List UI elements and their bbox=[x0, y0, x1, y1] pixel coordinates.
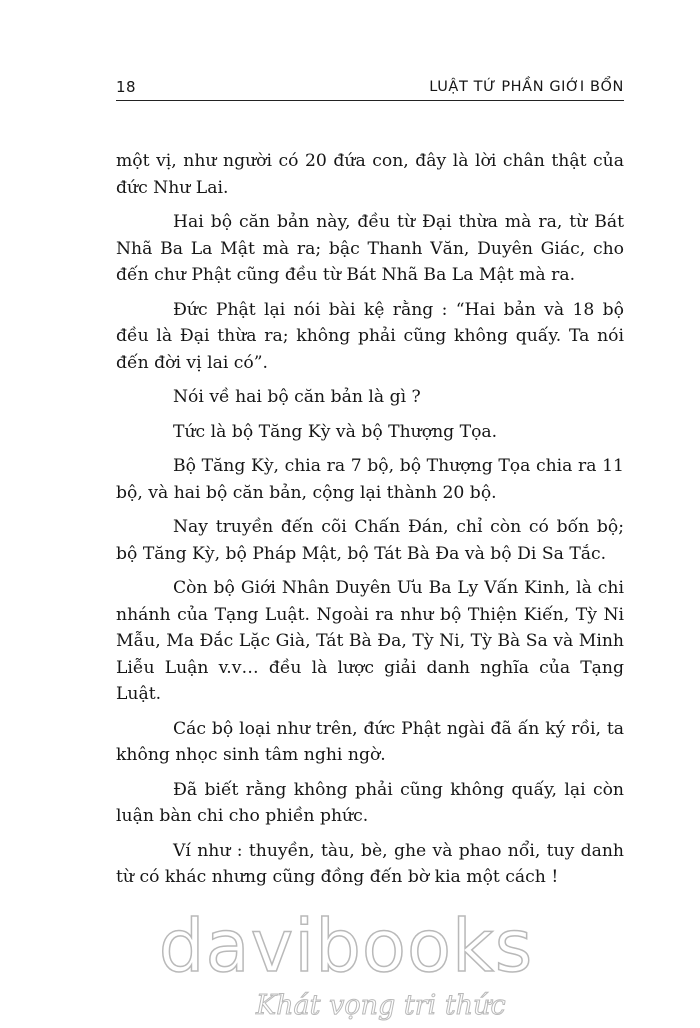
watermark-brand: davibooks bbox=[158, 904, 534, 988]
body-text bbox=[116, 148, 624, 899]
paragraph-3: Đức Phật lại nói bài kệ rằng : “Hai bản và 18 bộ đều là Đại thừa ra; không phải cũng không quấy. Ta nói đến đời vị lai có”. bbox=[116, 299, 624, 373]
paragraph-1: một vị, như người có 20 đứa con, đây là lời chân thật của đức Như Lai. bbox=[116, 151, 624, 198]
paragraph-9: Các bộ loại như trên, đức Phật ngài đã ấn ký rồi, ta không nhọc sinh tâm nghi ngờ. bbox=[116, 718, 624, 765]
paragraph-2: Hai bộ căn bản này, đều từ Đại thừa mà ra, từ Bát Nhã Ba La Mật mà ra; bậc Thanh Văn, Duyên Giác, cho đến chư Phật cũng đều từ Bát Nhã Ba La Mật mà ra. bbox=[116, 212, 624, 285]
paragraph-6: Bộ Tăng Kỳ, chia ra 7 bộ, bộ Thượng Tọa chia ra 11 bộ, và hai bộ căn bản, cộng lại thành 20 bộ. bbox=[116, 456, 624, 503]
running-header bbox=[116, 78, 624, 101]
watermark-slogan: Khát vọng tri thức bbox=[256, 990, 506, 1021]
paragraph-7: Nay truyền đến cõi Chấn Đán, chỉ còn có bốn bộ; bộ Tăng Kỳ, bộ Pháp Mật, bộ Tát Bà Đa và bộ Di Sa Tắc. bbox=[116, 517, 624, 564]
paragraph-10: Đã biết rằng không phải cũng không quấy, lại còn luận bàn chi cho phiền phức. bbox=[116, 779, 624, 826]
running-title: LUẬT TỨ PHẦN GIỚI BỔN bbox=[429, 79, 624, 95]
watermark bbox=[146, 906, 546, 1022]
paragraph-5: Tức là bộ Tăng Kỳ và bộ Thượng Tọa. bbox=[173, 421, 498, 442]
paragraph-11: Ví như : thuyền, tàu, bè, ghe và phao nổi, tuy danh từ có khác nhưng cũng đồng đến bờ kia một cách ! bbox=[116, 840, 624, 887]
page-number: 18 bbox=[116, 78, 137, 96]
paragraph-4: Nói về hai bộ căn bản là gì ? bbox=[173, 387, 421, 407]
paragraph-8: Còn bộ Giới Nhân Duyên Ưu Ba Ly Vấn Kinh, là chi nhánh của Tạng Luật. Ngoài ra như bộ Thiện Kiến, Tỳ Ni Mẫu, Ma Đắc Lặc Già, Tát Bà Đa, Tỳ Ni, Tỳ Bà Sa và Minh Liễu Luận v.v… đều là lược giải danh nghĩa của Tạng Luật. bbox=[116, 578, 624, 704]
